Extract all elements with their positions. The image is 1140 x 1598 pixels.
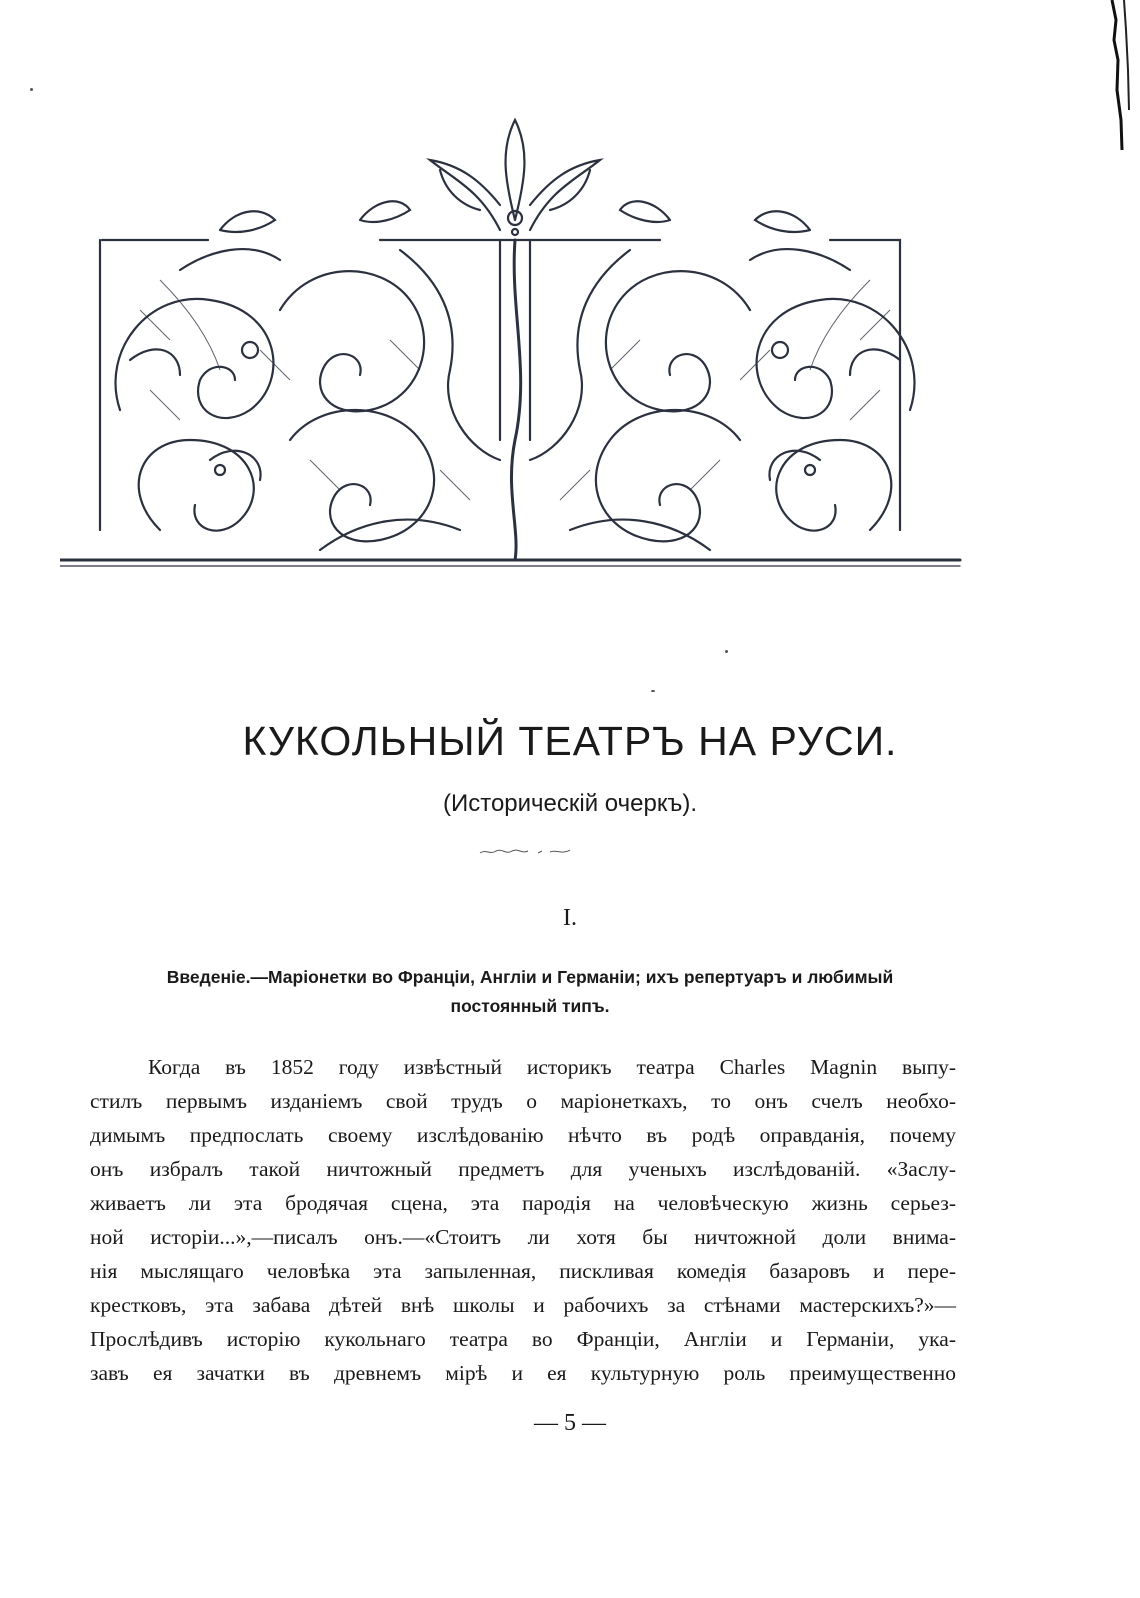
page-title: КУКОЛЬНЫЙ ТЕАТРЪ НА РУСИ. xyxy=(242,718,898,764)
squiggle-divider-icon xyxy=(478,845,574,859)
summary-line: Введеніе.—Маріонетки во Франціи, Англіи и Германіи; ихъ репертуаръ и любимый xyxy=(166,967,894,987)
speck xyxy=(725,650,728,653)
text-line: Прослѣдивъ исторію кукольнаго театра во Франціи, Англіи и Германіи, ука- xyxy=(90,1327,956,1351)
summary-line: постоянный типъ. xyxy=(450,996,610,1016)
chapter-summary xyxy=(100,963,960,1021)
page-subtitle: (Историческій очеркъ). xyxy=(442,790,697,817)
scan-edge-mark xyxy=(1102,0,1132,160)
text-line: крестковъ, эта забава дѣтей внѣ школы и рабочихъ за стѣнами мастерскихъ?»— xyxy=(90,1293,956,1317)
text-line: живаетъ ли эта бродячая сцена, эта пародія на человѣческую жизнь серьез- xyxy=(90,1191,956,1215)
text-line: стилъ первымъ изданіемъ свой трудъ о маріонеткахъ, то онъ счелъ необхо- xyxy=(90,1089,956,1113)
text-line: завъ ея зачатки въ древнемъ мірѣ и ея культурную роль преимущественно xyxy=(90,1361,956,1385)
text-line: нія мыслящаго человѣка эта запыленная, пискливая комедія базаровъ и пере- xyxy=(90,1259,956,1283)
speck xyxy=(651,690,655,692)
text-line: Когда въ 1852 году извѣстный историкъ театра Charles Magnin выпу- xyxy=(148,1055,956,1079)
floral-headpiece-icon xyxy=(60,110,980,585)
chapter-number: I. xyxy=(563,905,577,931)
body-paragraph xyxy=(90,1050,956,1390)
text-line: онъ избралъ такой ничтожный предметъ для ученыхъ изслѣдованій. «Заслу- xyxy=(90,1157,956,1181)
text-line: ной исторіи...»,—писалъ онъ.—«Стоитъ ли хотя бы ничтожной доли внима- xyxy=(90,1225,956,1249)
text-line: димымъ предпослать своему изслѣдованію нѣчто въ родѣ оправданія, почему xyxy=(90,1123,956,1147)
speck xyxy=(30,88,33,91)
page-number: — 5 — xyxy=(534,1410,606,1436)
